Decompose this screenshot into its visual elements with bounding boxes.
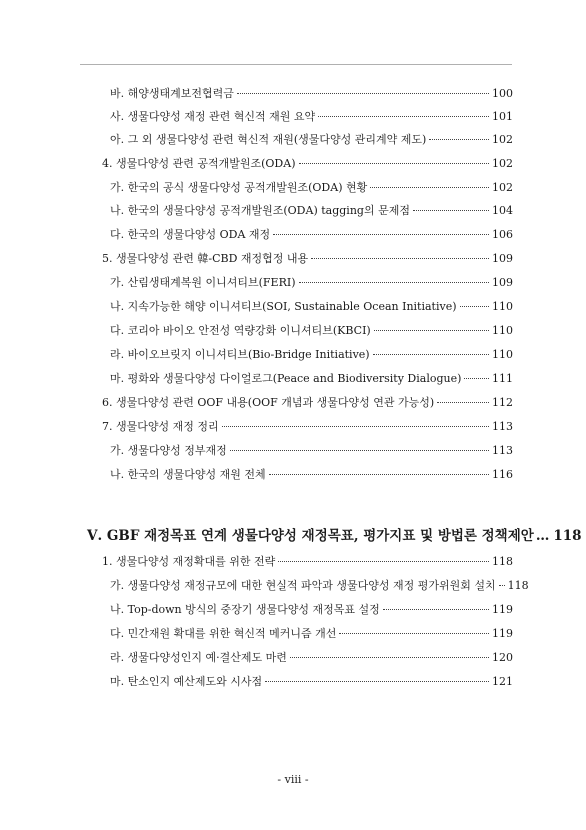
toc-entry[interactable]: [110, 276, 513, 290]
toc-entry[interactable]: [110, 228, 513, 242]
toc-entry-label: 마. 탄소인지 예산제도와 시사점: [110, 675, 263, 688]
leader-dots: [237, 93, 489, 94]
toc-entry[interactable]: [110, 87, 513, 101]
toc-entry[interactable]: [110, 300, 513, 314]
leader-dots: [460, 306, 489, 307]
toc-entry-label: 5. 생물다양성 관련 韓-CBD 재정협정 내용: [102, 252, 309, 265]
toc-entry-label: 1. 생물다양성 재정확대를 위한 전략: [102, 555, 276, 568]
toc-entry[interactable]: [102, 252, 513, 266]
leader-dots: [278, 561, 489, 562]
page-footer-number: - viii -: [277, 773, 309, 786]
toc-entry[interactable]: [110, 651, 513, 665]
toc-entry-label: 바. 해양생태계보전협력금: [110, 87, 234, 100]
toc-entry[interactable]: [110, 603, 513, 617]
toc-entry[interactable]: [102, 420, 513, 434]
toc-entry-page: 100: [492, 87, 513, 100]
leader-dots: [318, 116, 489, 117]
toc-entry-label: 나. 한국의 생물다양성 공적개발원조(ODA) tagging의 문제점: [110, 204, 410, 217]
toc-entry-page: 112: [492, 396, 513, 409]
toc-entry-page: 113: [492, 420, 513, 433]
toc-entry-label: 가. 한국의 공식 생물다양성 공적개발원조(ODA) 현황: [110, 181, 368, 194]
leader-dots: [370, 187, 489, 188]
toc-entry[interactable]: [102, 157, 513, 171]
toc-entry-page: 104: [492, 204, 513, 217]
toc-entry-page: 102: [492, 133, 513, 146]
leader-dots: [265, 681, 489, 682]
leader-dots: [273, 234, 489, 235]
toc-entry-label: 4. 생물다양성 관련 공적개발원조(ODA): [102, 157, 296, 170]
leader-dots: [413, 210, 489, 211]
toc-entry[interactable]: [110, 372, 513, 386]
toc-entry-label: 나. 한국의 생물다양성 재원 전체: [110, 468, 266, 481]
toc-entry-label: 7. 생물다양성 재정 정리: [102, 420, 219, 433]
toc-entry[interactable]: [110, 324, 513, 338]
leader-dots: [383, 609, 489, 610]
toc-entry[interactable]: [110, 675, 513, 689]
top-rule: [80, 64, 512, 65]
leader-dots: [311, 258, 489, 259]
leader-dots: [269, 474, 489, 475]
leader-dots: [464, 378, 489, 379]
toc-entry-page: 111: [492, 372, 513, 385]
toc-entry-label: 가. 산림생태계복원 이니셔티브(FERI): [110, 276, 296, 289]
toc-entry-label: 다. 한국의 생물다양성 ODA 재정: [110, 228, 271, 241]
chapter-ellipsis: …: [535, 528, 550, 544]
toc-entry[interactable]: [110, 133, 513, 147]
toc-chapter[interactable]: [87, 527, 582, 545]
toc-entry[interactable]: [110, 110, 513, 124]
leader-dots: [230, 450, 489, 451]
toc-entry-label: 라. 생물다양성인지 예·결산제도 마련: [110, 651, 287, 664]
toc-entry[interactable]: [110, 468, 513, 482]
toc-entry-page: 119: [492, 603, 513, 616]
leader-dots: [373, 354, 489, 355]
toc-entry-page: 110: [492, 300, 513, 313]
toc-chapter-label: Ⅴ. GBF 재정목표 연계 생물다양성 재정목표, 평가지표 및 방법론 정책제안: [87, 528, 534, 544]
toc-entry-label: 아. 그 외 생물다양성 관련 혁신적 재원(생물다양성 관리계약 제도): [110, 133, 427, 146]
toc-entry-label: 나. 지속가능한 해양 이니셔티브(SOI, Sustainable Ocean Initiative): [110, 300, 457, 313]
toc-entry-label: 사. 생물다양성 재정 관련 혁신적 재원 요약: [110, 110, 316, 123]
toc-entry[interactable]: [110, 579, 529, 593]
toc-entry[interactable]: [110, 204, 513, 218]
toc-entry-page: 109: [492, 276, 513, 289]
toc-entry-label: 라. 바이오브릿지 이니셔티브(Bio-Bridge Initiative): [110, 348, 370, 361]
toc-entry-page: 113: [492, 444, 513, 457]
leader-dots: [374, 330, 489, 331]
toc-entry-label: 마. 평화와 생물다양성 다이얼로그(Peace and Biodiversity Dialogue): [110, 372, 462, 385]
toc-entry[interactable]: [110, 181, 513, 195]
toc-entry-label: 다. 코리아 바이오 안전성 역량강화 이니셔티브(KBCI): [110, 324, 371, 337]
leader-dots: [437, 402, 489, 403]
toc-entry-page: 119: [492, 627, 513, 640]
toc-entry-page: 101: [492, 110, 513, 123]
leader-dots: [499, 585, 505, 586]
leader-dots: [429, 139, 489, 140]
toc-entry-page: 109: [492, 252, 513, 265]
toc-entry-page: 121: [492, 675, 513, 688]
toc-entry[interactable]: [110, 444, 513, 458]
toc-entry[interactable]: [110, 348, 513, 362]
leader-dots: [299, 282, 490, 283]
toc-entry[interactable]: [110, 627, 513, 641]
toc-entry[interactable]: [102, 396, 513, 410]
toc-entry-page: 116: [492, 468, 513, 481]
toc-entry-page: 106: [492, 228, 513, 241]
toc-entry-page: 118: [492, 555, 513, 568]
toc-chapter-page: 118: [553, 528, 582, 544]
toc-entry-label: 다. 민간재원 확대를 위한 혁신적 메커니즘 개선: [110, 627, 337, 640]
toc-entry[interactable]: [102, 555, 513, 569]
leader-dots: [222, 426, 489, 427]
toc-entry-page: 110: [492, 348, 513, 361]
leader-dots: [339, 633, 489, 634]
toc-entry-page: 102: [492, 181, 513, 194]
toc-entry-page: 102: [492, 157, 513, 170]
leader-dots: [290, 657, 489, 658]
toc-entry-page: 110: [492, 324, 513, 337]
toc-entry-page: 118: [507, 579, 529, 592]
leader-dots: [299, 163, 490, 164]
toc-entry-label: 가. 생물다양성 재정규모에 대한 현실적 파악과 생물다양성 재정 평가위원회 설치: [110, 579, 496, 592]
toc-entry-label: 나. Top-down 방식의 중장기 생물다양성 재정목표 설정: [110, 603, 380, 616]
toc-entry-page: 120: [492, 651, 513, 664]
toc-entry-label: 가. 생물다양성 정부재정: [110, 444, 227, 457]
toc-entry-label: 6. 생물다양성 관련 OOF 내용(OOF 개념과 생물다양성 연관 가능성): [102, 396, 435, 409]
